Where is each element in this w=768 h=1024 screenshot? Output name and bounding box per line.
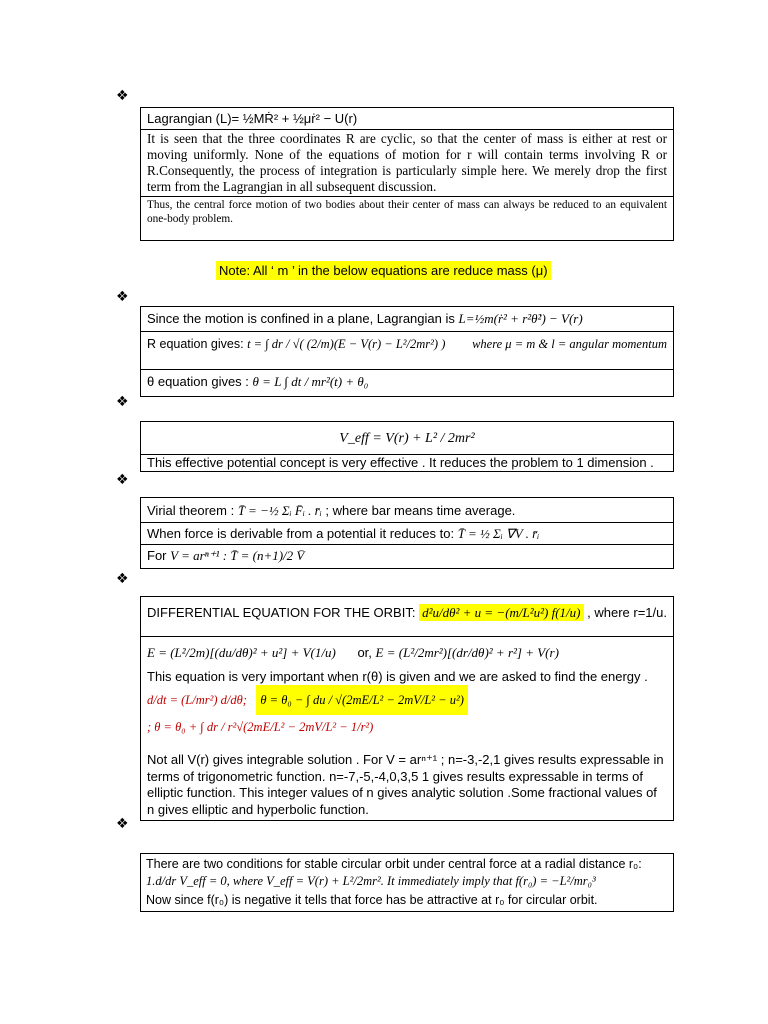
theta-equation-row: [141, 370, 673, 396]
virial-box: [140, 497, 674, 569]
energy-u-eq: E = (L²/2m)[(du/dθ)² + u²] + V(1/u): [147, 645, 336, 660]
orbit-title: DIFFERENTIAL EQUATION FOR THE ORBIT:: [147, 605, 416, 620]
bullet-4: ❖: [116, 472, 129, 488]
circular-orbit-box: [140, 853, 674, 912]
virial-row: [141, 498, 673, 523]
bullet-2: ❖: [116, 289, 129, 305]
bullet-6: ❖: [116, 816, 129, 832]
potential-virial-text: When force is derivable from a potential it reduces to:: [147, 526, 455, 541]
reduced-mass-note: Note: All ‘ m ’ in the below equations are reduce mass (μ): [216, 261, 551, 280]
power-law-eq: V = arⁿ⁺¹ : T̄ = (n+1)/2 V̄: [170, 548, 305, 563]
orbit-title-row: [141, 597, 673, 637]
theta-integral-row: [147, 684, 667, 752]
energy-or: or,: [357, 645, 372, 660]
bullet-3: ❖: [116, 394, 129, 410]
veff-text: This effective potential concept is very effective . It reduces the problem to 1 dimension .: [147, 455, 654, 470]
plane-motion-box: [140, 306, 674, 397]
orbit-where: , where r=1/u.: [587, 605, 667, 620]
theta-equation-eq: θ = L ∫ dt / mr²(t) + θ₀: [252, 374, 369, 389]
r-equation-where: where μ = m & l = angular momentum: [472, 337, 667, 351]
cyclic-paragraph: It is seen that the three coordinates R are cyclic, so that the center of mass is either at rest or moving uniformly. None of the equations of motion for r will contain terms involving R or R.Consequently, the process of integration is particularly simple here. We merely drop the first term from the Lagrangian in all subsequent discussion.: [141, 130, 673, 197]
r-equation-row: [141, 332, 673, 370]
energy-important-text: This equation is very important when r(θ) is given and we are asked to find the energy .: [147, 669, 648, 684]
plane-lagrangian-eq: L=½m(ṙ² + r²θ̇²) − V(r): [458, 311, 583, 326]
lagrangian-row: Lagrangian (L)= ½MṘ² + ½μṙ² − U(r): [141, 108, 673, 130]
plane-lagrangian-text: Since the motion is confined in a plane, Lagrangian is: [147, 311, 455, 326]
one-body-paragraph: Thus, the central force motion of two bodies about their center of mass can always be reduced to an equivalent one-body problem.: [147, 199, 667, 225]
virial-eq: T̄ = −½ Σᵢ F̄ᵢ . r̄ᵢ: [237, 503, 322, 518]
energy-row: [147, 644, 667, 668]
power-law-row: [141, 545, 673, 568]
virial-text: Virial theorem :: [147, 503, 235, 518]
circular-orbit-line2: 1.d/dr V_eff = 0, where V_eff = V(r) + L²/2mr². It immediately imply that f(r₀) = −L²/mr₀³: [146, 874, 596, 888]
potential-virial-eq: T̄ = ½ Σᵢ ∇V . r̄ᵢ: [457, 526, 540, 541]
energy-block: [141, 637, 673, 820]
circular-orbit-line1: There are two conditions for stable circular orbit under central force at a radial distance r₀:: [146, 857, 642, 871]
time-derivative-eq: d/dt = (L/mr²) d/dθ;: [147, 693, 247, 707]
energy-r-eq: E = (L²/2mr²)[(dr/dθ)² + r²] + V(r): [375, 645, 559, 660]
integrable-paragraph: Not all V(r) gives integrable solution . For V = arⁿ⁺¹ ; n=-3,-2,1 gives results expressable in terms of trigonometric function. n=-7,-5,-4,0,3,5 1 gives results expressable in terms of elliptic function. This integer values of n gives analytic solution .Some fractional values of n gives elliptic and hyperbolic function.: [147, 752, 664, 817]
theta-r-integral: ; θ = θ₀ + ∫ dr / r²√(2mE/L² − 2mV/L² − 1/r²): [147, 720, 374, 734]
virial-tail: ; where bar means time average.: [325, 503, 516, 518]
lagrangian-box: [140, 107, 674, 241]
effective-potential-box: [140, 421, 674, 472]
theta-u-integral: θ = θ₀ − ∫ du / √(2mE/L² − 2mV/L² − u²): [256, 685, 468, 715]
veff-equation: V_eff = V(r) + L² / 2mr²: [141, 422, 673, 455]
bullet-5: ❖: [116, 571, 129, 587]
power-law-text: For: [147, 548, 167, 563]
potential-virial-row: [141, 523, 673, 545]
r-equation-text: R equation gives:: [147, 337, 244, 351]
circular-orbit-line3: Now since f(r₀) is negative it tells that force has be attractive at r₀ for circular orbit.: [146, 893, 598, 907]
theta-equation-text: θ equation gives :: [147, 374, 249, 389]
orbit-equation-box: [140, 596, 674, 821]
orbit-equation: d²u/dθ² + u = −(m/L²u²) f(1/u): [419, 604, 583, 621]
r-equation-eq: t = ∫ dr / √( (2/m)(E − V(r) − L²/2mr²) ): [247, 337, 446, 351]
bullet-1: ❖: [116, 88, 129, 104]
plane-lagrangian-row: [141, 307, 673, 332]
circular-orbit-content: [141, 854, 673, 911]
